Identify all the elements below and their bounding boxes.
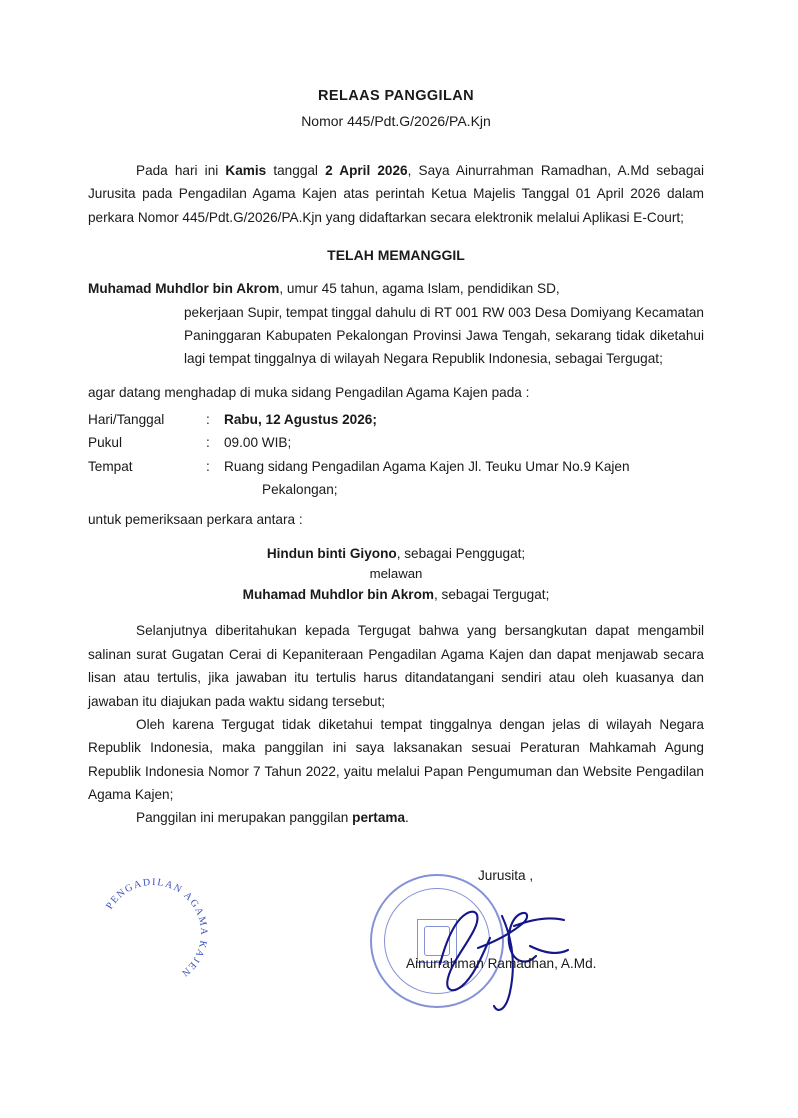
hearing-details-table [88,408,704,502]
detail-label-time: Pukul [88,435,123,451]
summon-intro: agar datang menghadap di muka sidang Pengadilan Agama Kajen pada : [88,384,530,400]
plaintiff-name: Hindun binti Giyono [266,545,397,561]
closing-paragraph-1: Selanjutnya diberitahukan kepada Tergugat bahwa yang bersangkutan dapat mengambil salinan surat Gugatan Cerai di Kepaniteraan Pengadilan Agama Kajen dan dapat menjawab secara lisan atau tertulis, jika jawaban itu tertulis harus ditandatangani sendiri atau oleh kuasanya dan jawaban itu diajukan pada waktu sidang tersebut; [88,623,704,709]
svg-text:PENGADILAN AGAMA KAJEN: PENGADILAN AGAMA KAJEN [104,876,210,980]
versus-label: melawan [369,565,423,581]
official-stamp-icon [370,874,504,1008]
detail-value-place-line1: Ruang sidang Pengadilan Agama Kajen Jl. Teuku Umar No.9 Kajen [224,458,630,474]
closing-3-bold: pertama [352,810,406,826]
plaintiff-role: , sebagai Penggugat; [396,545,526,561]
table-row [88,431,704,454]
closing-3-b: . [405,810,409,826]
detail-value-place-line2: Pekalongan; [262,482,338,498]
opening-date: 2 April 2026 [325,163,408,178]
defendant-party-name: Muhamad Muhdlor bin Akrom [242,587,434,603]
opening-day: Kamis [225,163,267,178]
table-row [88,408,704,431]
opening-paragraph [88,159,704,229]
defendant-line1: , umur 45 tahun, agama Islam, pendidikan SD, [279,281,560,297]
defendant-party-role: , sebagai Tergugat; [433,587,550,603]
parties-block [88,543,704,606]
stamp-text-icon [88,868,218,998]
examination-intro: untuk pemeriksaan perkara antara : [88,511,303,527]
detail-value-day: Rabu, 12 Agustus 2026; [224,412,377,427]
defendant-name: Muhamad Muhdlor bin Akrom [88,281,280,297]
table-row [88,455,704,502]
closing-section [88,619,704,829]
detail-colon-place: : [206,458,210,474]
detail-label-place: Tempat [88,458,133,474]
opening-text-b: tanggal [266,163,326,178]
closing-3-a: Panggilan ini merupakan panggilan [136,810,353,826]
opening-text-c: , Saya Ainurrahman Ramadhan, A.Md sebagai Jurusita pada Pengadilan Agama Kajen atas perintah Ketua Majelis Tanggal 01 April 2026 dalam perkara Nomor 445/Pdt.G/2026/PA.Kjn yang didaftarkan secara elektronik melalui Aplikasi E-Court; [88,163,704,225]
document-number: Nomor 445/Pdt.G/2026/PA.Kjn [301,113,491,129]
detail-value-time: 09.00 WIB; [224,435,292,451]
plaintiff-line [88,543,704,564]
opening-text-a: Pada hari ini [136,163,226,178]
detail-colon-time: : [206,435,210,451]
signature-name: Ainurrahman Ramadhan, A.Md. [406,956,597,971]
defendant-identity [88,277,704,371]
defendant-details: pekerjaan Supir, tempat tinggal dahulu di RT 001 RW 003 Desa Domiyang Kecamatan Paninggaran Kabupaten Pekalongan Provinsi Jawa Tengah, sekarang tidak diketahui lagi tempat tinggalnya di wilayah Negara Republik Indonesia, sebagai Tergugat; [184,304,704,367]
detail-colon-day: : [206,412,210,427]
defendant-line [88,584,704,605]
summon-heading: TELAH MEMANGGIL [327,247,465,264]
closing-paragraph-3 [88,806,704,829]
closing-paragraph-2: Oleh karena Tergugat tidak diketahui tempat tinggalnya dengan jelas di wilayah Negara Republik Indonesia, maka panggilan ini saya laksanakan sesuai Peraturan Mahkamah Agung Republik Indonesia Nomor 7 Tahun 2022, yaitu melalui Papan Pengumuman dan Website Pengadilan Agama Kajen; [88,716,704,803]
page-title: RELAAS PANGGILAN [318,88,474,104]
document-body [88,88,704,830]
signature-area [88,868,704,1048]
signature-role-label: Jurusita , [478,868,534,883]
detail-label-day: Hari/Tanggal [88,412,165,427]
detail-value-place [224,455,704,502]
